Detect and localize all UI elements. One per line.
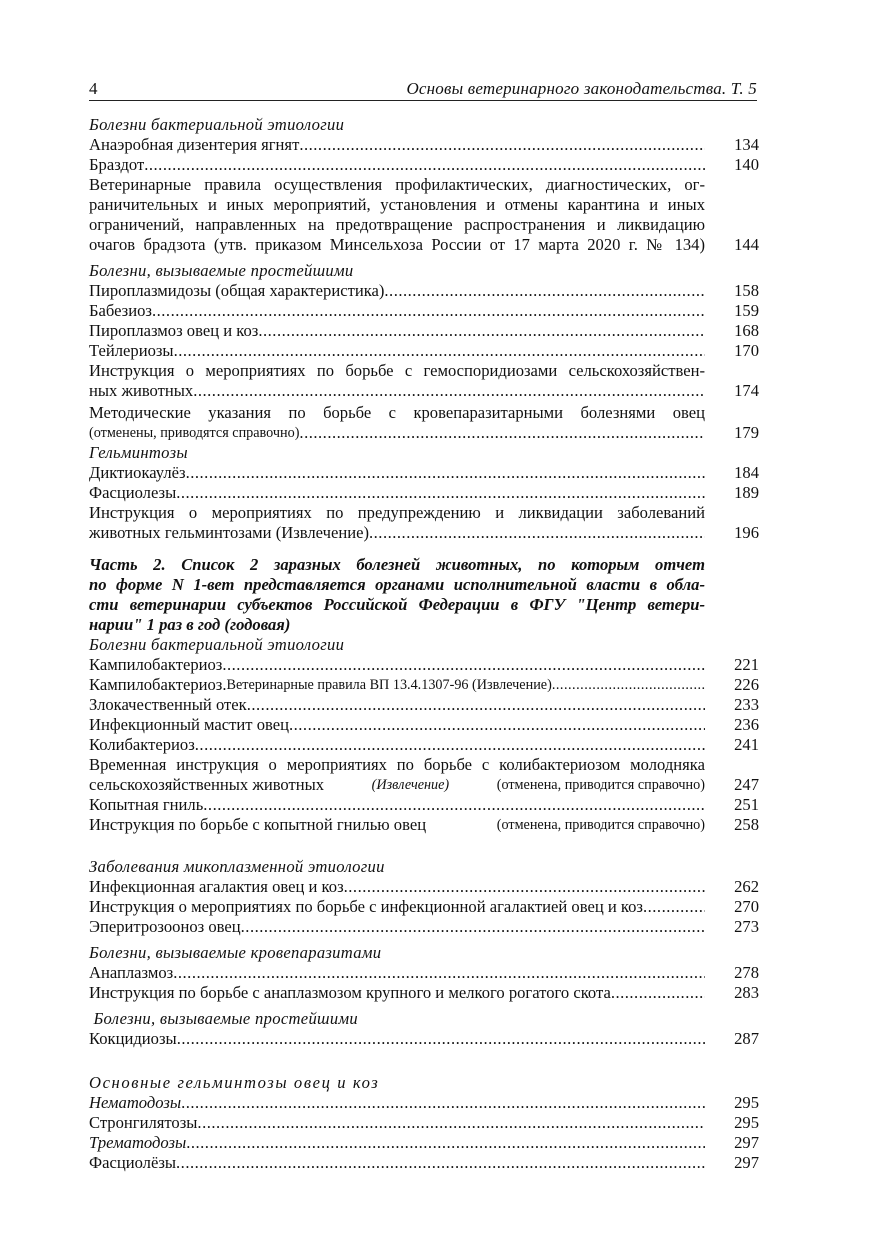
leader-dots: [173, 963, 705, 983]
leader-dots: [195, 735, 705, 755]
entry-text: Стронгилятозы: [89, 1113, 198, 1132]
toc-entry[interactable]: [89, 655, 759, 675]
toc-entry[interactable]: [89, 155, 759, 175]
leader-dots: [299, 423, 705, 443]
entry-text: Диктиокаулёз: [89, 463, 186, 482]
toc-entry[interactable]: [89, 1113, 759, 1133]
toc-entry[interactable]: [89, 135, 759, 155]
toc-entry[interactable]: [89, 675, 759, 695]
entry-text: Инструкция по борьбе с анаплазмозом крупного и мелкого рогатого скота: [89, 983, 611, 1002]
entry-text: Фасциолезы: [89, 483, 177, 502]
leader-dots: [299, 135, 705, 155]
entry-text: Колибактериоз: [89, 735, 195, 754]
toc-entry-multiline[interactable]: [89, 403, 759, 443]
leader-dots: [152, 301, 705, 321]
entry-line: Инструкция о мероприятиях по борьбе с гемоспоридиозами сельскохозяйствен-: [89, 361, 705, 380]
entry-page: 283: [734, 983, 759, 1002]
entry-note: (отменена, приводится справочно): [496, 817, 705, 833]
toc-entry[interactable]: [89, 983, 759, 1003]
toc-entry[interactable]: [89, 301, 759, 321]
entry-page: 196: [734, 523, 759, 542]
leader-dots: [247, 695, 705, 715]
section-title: Болезни, вызываемые простейшими: [89, 261, 354, 280]
toc-entry[interactable]: [89, 897, 759, 917]
leader-dots: [384, 281, 705, 301]
leader-dots: [186, 1133, 705, 1153]
entry-text: Кампилобактериоз.: [89, 675, 227, 694]
entry-page: 233: [734, 695, 759, 714]
leader-dots: [197, 1113, 705, 1133]
section-title: Болезни бактериальной этиологии: [89, 635, 345, 654]
leader-dots: [369, 523, 705, 543]
entry-line: Методические указания по борьбе с кровепаразитарными болезнями овец: [89, 403, 705, 422]
entry-text: Инструкция по борьбе с копытной гнилью овец: [89, 815, 427, 834]
entry-line: Инструкция о мероприятиях по предупреждению и ликвидации заболеваний: [89, 503, 705, 522]
entry-page: 270: [734, 897, 759, 916]
leader-dots: [643, 897, 705, 917]
section-title: Гельминтозы: [89, 443, 188, 462]
toc-entry[interactable]: [89, 1093, 759, 1113]
leader-dots: [203, 795, 705, 815]
entry-page: 262: [734, 877, 759, 896]
entry-text: Трематодозы: [89, 1133, 187, 1152]
entry-page: 144: [734, 235, 759, 254]
toc-entry[interactable]: [89, 815, 759, 835]
leader-dots: [176, 483, 705, 503]
toc-entry-multiline[interactable]: [89, 503, 759, 543]
running-title: Основы ветеринарного законодательства. Т. 5: [406, 79, 757, 98]
toc-entry[interactable]: [89, 1153, 759, 1173]
entry-line: ограничений, направленных на предотвращение распространения и ликвидацию: [89, 215, 705, 234]
entry-page: 287: [734, 1029, 759, 1048]
entry-page: 179: [734, 423, 759, 442]
entry-line: Временная инструкция о мероприятиях по борьбе с колибактериозом молодняка: [89, 755, 705, 774]
toc-entry[interactable]: [89, 1029, 759, 1049]
leader-dots: [289, 715, 705, 735]
entry-page: 273: [734, 917, 759, 936]
entry-page: 236: [734, 715, 759, 734]
leader-dots: [611, 983, 705, 1003]
section-title: Болезни, вызываемые кровепаразитами: [89, 943, 382, 962]
entry-page: 140: [734, 155, 759, 174]
entry-page: 189: [734, 483, 759, 502]
entry-text: Нематодозы: [89, 1093, 182, 1112]
entry-page: 247: [734, 775, 759, 794]
toc-entry[interactable]: [89, 715, 759, 735]
leader-dots: [344, 877, 705, 897]
entry-page: 174: [734, 381, 759, 400]
leader-dots: [174, 341, 705, 361]
entry-page: 170: [734, 341, 759, 360]
toc-entry[interactable]: [89, 341, 759, 361]
entry-page: 226: [734, 675, 759, 694]
toc-entry[interactable]: [89, 917, 759, 937]
entry-page: 295: [734, 1113, 759, 1132]
part-heading-line: сти ветеринарии субъектов Российской Федерации в ФГУ "Центр ветери-: [89, 595, 705, 614]
entry-line: Ветеринарные правила осуществления профилактических, диагностических, ог-: [89, 175, 705, 194]
entry-text: животных гельминтозами (Извлечение): [89, 523, 369, 542]
toc-entry[interactable]: [89, 735, 759, 755]
entry-text: Браздот: [89, 155, 145, 174]
toc-entry[interactable]: [89, 281, 759, 301]
entry-note-italic: (Извлечение): [371, 777, 450, 793]
entry-text: Инструкция о мероприятиях по борьбе с инфекционной агалактией овец и коз: [89, 897, 643, 916]
entry-text: Кокцидиозы: [89, 1029, 177, 1048]
entry-text: Инфекционный мастит овец: [89, 715, 289, 734]
entry-page: 159: [734, 301, 759, 320]
toc-entry[interactable]: [89, 795, 759, 815]
leader-dots: [144, 155, 705, 175]
entry-text: Фасциолёзы: [89, 1153, 177, 1172]
entry-note: (отменена, приводится справочно): [496, 777, 705, 793]
toc-entry[interactable]: [89, 695, 759, 715]
entry-page: 184: [734, 463, 759, 482]
entry-line: очагов брадзота (утв. приказом Минсельхоза России от 17 марта 2020 г. № 134): [89, 235, 705, 254]
entry-line: раничительных и иных мероприятий, установления и отмены карантина и иных: [89, 195, 705, 214]
entry-page: 297: [734, 1133, 759, 1152]
leader-dots: [241, 917, 705, 937]
toc-entry[interactable]: [89, 483, 759, 503]
entry-note: Ветеринарные правила ВП 13.4.1307-96 (Извлечение): [226, 677, 552, 693]
entry-text: Анаэробная дизентерия ягнят: [89, 135, 300, 154]
entry-page: 258: [734, 815, 759, 834]
toc-entry-multiline[interactable]: [89, 175, 759, 255]
entry-page: 251: [734, 795, 759, 814]
entry-text: ных животных: [89, 381, 194, 400]
entry-page: 158: [734, 281, 759, 300]
entry-text: (отменены, приводятся справочно): [89, 425, 300, 441]
entry-text: Кампилобактериоз: [89, 655, 223, 674]
entry-text: Пироплазмоз овец и коз: [89, 321, 259, 340]
toc-entry[interactable]: [89, 877, 759, 897]
leader-dots: [222, 655, 705, 675]
part-heading-line: нарии" 1 раз в год (годовая): [89, 615, 291, 634]
entry-page: 278: [734, 963, 759, 982]
toc-entry-multiline[interactable]: [89, 361, 759, 401]
toc-entry[interactable]: [89, 1133, 759, 1153]
running-header: [89, 78, 757, 101]
entry-text: Анаплазмоз: [89, 963, 174, 982]
entry-text: Бабезиоз: [89, 301, 152, 320]
entry-text: сельскохозяйственных животных: [89, 775, 325, 794]
toc-entry-multiline[interactable]: [89, 755, 759, 795]
section-title: Заболевания микоплазменной этиологии: [89, 857, 385, 876]
entry-text: Тейлериозы: [89, 341, 174, 360]
part-heading-line: по форме N 1-вет представляется органами исполнительной власти в обла-: [89, 575, 705, 594]
entry-text: Злокачественный отек: [89, 695, 247, 714]
page-number: 4: [89, 79, 98, 98]
entry-page: 134: [734, 135, 759, 154]
table-of-contents: [89, 115, 759, 1173]
entry-page: 241: [734, 735, 759, 754]
part-heading-line: Часть 2. Список 2 заразных болезней животных, по которым отчет: [89, 555, 705, 574]
leader-dots: [176, 1153, 705, 1173]
entry-page: 221: [734, 655, 759, 674]
entry-page: 168: [734, 321, 759, 340]
toc-entry[interactable]: [89, 321, 759, 341]
part-heading: [89, 555, 705, 635]
entry-page: 297: [734, 1153, 759, 1172]
entry-text: Эперитрозооноз овец: [89, 917, 241, 936]
entry-text: Пироплазмидозы (общая характеристика): [89, 281, 385, 300]
section-title: Болезни бактериальной этиологии: [89, 115, 345, 134]
entry-text: Копытная гниль: [89, 795, 204, 814]
toc-entry[interactable]: [89, 963, 759, 983]
leader-dots: [177, 1029, 705, 1049]
toc-entry[interactable]: [89, 463, 759, 483]
entry-page: 295: [734, 1093, 759, 1112]
leader-dots: [193, 381, 705, 401]
section-title: Основные гельминтозы овец и коз: [89, 1073, 380, 1092]
leader-dots: [552, 675, 705, 695]
leader-dots: [258, 321, 705, 341]
section-title: Болезни, вызываемые простейшими: [89, 1009, 358, 1028]
entry-text: Инфекционная агалактия овец и коз: [89, 877, 344, 896]
leader-dots: [186, 463, 705, 483]
leader-dots: [181, 1093, 705, 1113]
